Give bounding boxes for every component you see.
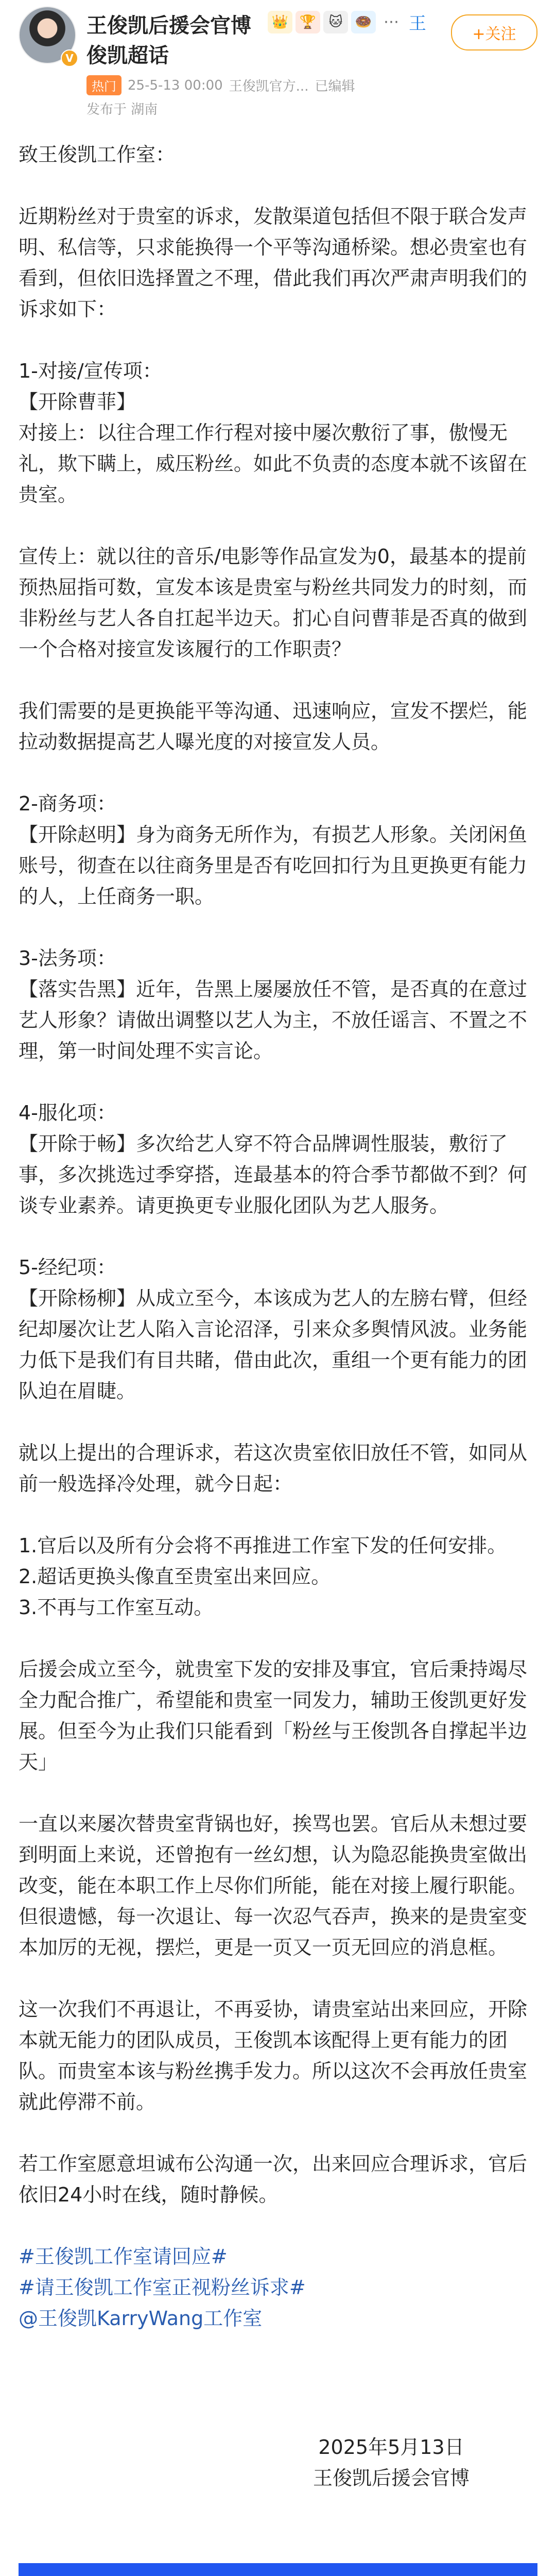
user-badges <box>268 9 426 35</box>
verified-badge-icon: V <box>61 49 78 67</box>
section-paragraph: 【落实告黑】近年，告黑上屡屡放任不管，是否真的在意过艺人形象？请做出调整以艺人为主，不放任谣言、不置之不理，第一时间处理不实言论。 <box>19 978 528 1062</box>
section-title: 3-法务项： <box>19 947 116 970</box>
support-paragraph: 后援会成立至今，就贵室下发的安排及事宜，官后秉持竭尽全力配合推广，希望能和贵室一同发力，辅助王俊凯更好发展。但至今为止我们只能看到「粉丝与王俊凯各自撑起半边天」 <box>19 1658 528 1773</box>
section-paragraph: 对接上：以往合理工作行程对接中屡次敷衍了事，傲慢无礼，欺下瞒上，威压粉丝。如此不负责的态度本就不该留在贵室。 <box>19 421 528 506</box>
user-name[interactable]: 王俊凯后援会官博 <box>86 14 251 38</box>
signature-org: 王俊凯后援会官博 <box>312 2467 470 2489</box>
panda-badge-icon[interactable]: 🐱 <box>323 11 348 33</box>
post-body <box>19 139 538 2334</box>
crown-badge-icon[interactable]: 👑 <box>268 11 292 33</box>
follow-button[interactable]: +关注 <box>451 14 537 50</box>
mention-link[interactable]: @王俊凯KarryWang工作室 <box>19 2307 263 2330</box>
section-paragraph: 宣传上：就以往的音乐/电影等作品宣发为0，最基本的提前预热屈指可数，宣发本该是贵室与粉丝共同发力的时刻，而非粉丝与艺人各自扛起半边天。扪心自问曹菲是否真的做到一个合格对接宣发该履行的工作职责？ <box>19 545 528 660</box>
post-date: 25-5-13 00:00 <box>128 77 223 93</box>
section-paragraph: 【开除于畅】多次给艺人穿不符合品牌调性服装，敷衍了事，多次挑选过季穿搭，连最基本的符合季节都做不到？何谈专业素养。请更换更专业服化团队为艺人服务。 <box>19 1132 528 1217</box>
hot-tag: 热门 <box>86 75 121 95</box>
section-paragraph: 【开除赵明】身为商务无所作为，有损艺人形象。关闭闲鱼账号，彻查在以往商务里是否有吃回扣行为且更换更有能力的人，上任商务一职。 <box>19 823 528 908</box>
blame-paragraph: 一直以来屡次替贵室背锅也好，挨骂也罢。官后从未想过要到明面上来说，还曾抱有一丝幻想，认为隐忍能换贵室做出改变，能在本职工作上尽你们所能，能在对接上履行职能。但很遗憾，每一次退让、每一次忍气吞声，换来的是贵室变本加厉的无视，摆烂，更是一页又一页无回应的消息框。 <box>19 1812 528 1959</box>
greeting: 致王俊凯工作室： <box>19 143 176 166</box>
ultimatum-item: 1.官后以及所有分会将不再推进工作室下发的任何安排。 <box>19 1534 507 1557</box>
hashtag-link[interactable]: #请王俊凯工作室正视粉丝诉求# <box>19 2276 306 2299</box>
ultimatum-item: 3.不再与工作室互动。 <box>19 1596 214 1619</box>
post-header <box>0 0 556 129</box>
post-meta <box>86 75 355 95</box>
user-tag-wang: 王 <box>409 13 426 34</box>
section-tag: 【开除曹菲】 <box>19 391 136 413</box>
hashtag-link[interactable]: #王俊凯工作室请回应# <box>19 2245 228 2268</box>
ultimatum-item: 2.超话更换头像直至贵室出来回应。 <box>19 1565 331 1588</box>
post-source[interactable]: 王俊凯官方... <box>229 79 309 94</box>
section-title: 5-经纪项： <box>19 1256 116 1279</box>
edited-label: 已编辑 <box>315 79 355 94</box>
final-paragraph: 这一次我们不再退让，不再妥协，请贵室站出来回应，开除本就无能力的团队成员，王俊凯本该配得上更有能力的团队。而贵室本该与粉丝携手发力。所以这次不会再放任贵室就此停滞不前。 <box>19 1998 528 2113</box>
section-title: 1-对接/宣传项： <box>19 360 162 382</box>
post-image[interactable] <box>19 2563 537 2576</box>
section-paragraph: 【开除杨柳】从成立至今，本该成为艺人的左膀右臂，但经纪却屡次让艺人陷入言论沼泽，引来众多舆情风波。业务能力低下是我们有目共睹，借由此次，重组一个更有能力的团队迫在眉睫。 <box>19 1287 528 1402</box>
intro-paragraph: 近期粉丝对于贵室的诉求，发散渠道包括但不限于联合发声明、私信等，只求能换得一个平等沟通桥梁。想必贵室也有看到，但依旧选择置之不理，借此我们再次严肃声明我们的诉求如下： <box>19 205 528 320</box>
user-supertopic[interactable]: 俊凯超话 <box>86 44 169 67</box>
signature-block <box>257 2436 525 2566</box>
more-badge-icon[interactable]: ⋯ <box>379 11 404 33</box>
donut-badge-icon[interactable]: 🍩 <box>351 11 376 33</box>
signature-date: 2025年5月13日 <box>318 2436 464 2459</box>
invite-paragraph: 若工作室愿意坦诚布公沟通一次，出来回应合理诉求，官后依旧24小时在线，随时静候。 <box>19 2153 528 2206</box>
trophy-badge-icon[interactable]: 🏆 <box>296 11 320 33</box>
section-paragraph: 我们需要的是更换能平等沟通、迅速响应，宣发不摆烂，能拉动数据提高艺人曝光度的对接宣发人员。 <box>19 700 528 753</box>
section-title: 2-商务项： <box>19 792 116 815</box>
section-title: 4-服化项： <box>19 1101 116 1124</box>
post-location: 发布于 湖南 <box>86 102 158 117</box>
ultimatum-intro: 就以上提出的合理诉求，若这次贵室依旧放任不管，如同从前一般选择冷处理，就今日起： <box>19 1442 528 1495</box>
